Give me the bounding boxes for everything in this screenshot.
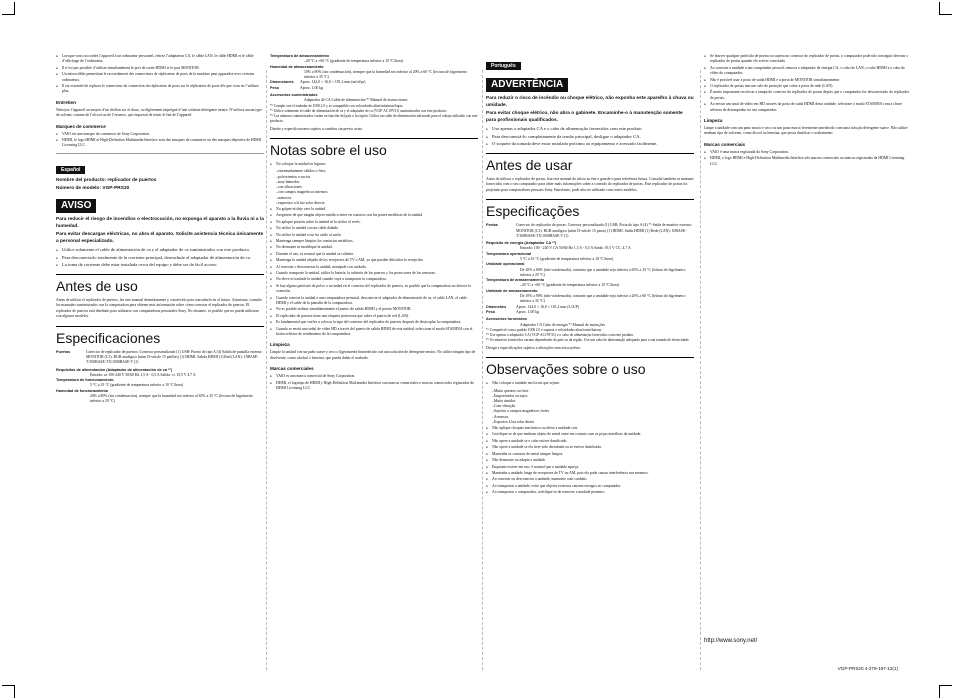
paragraph: Antes de utilizar o replicador de portas, leia este manual do início ao fim e guarde-o para referência futura. Consulte também os manuais fornecidos com o seu computador para obter mais informações sobre a conexão do replicador de portas. Este replicador de portas foi projetado para computadores pessoais Sony. Entretanto, pode não ser utilizado com certos modelos.: [486, 176, 694, 192]
list-item: ● Não opere a unidade se ela tiver sido derrubada ou se estiver danificada.: [486, 445, 694, 450]
trademarks-list: [704, 150, 912, 167]
list-item: – Muito úmidos: [492, 399, 694, 404]
list-item: ● VAIO é uma marca registrada da Sony Corporation.: [704, 150, 912, 155]
list-item: ● Il n’est pas possible d’utiliser simultanément le port de sortie HDMI et le port MONITOR.: [56, 66, 264, 71]
paragraph: Limpie la unidad con un paño suave y seco o ligeramente humedecido con una solución de detergente neutro. No utilice ningún tipo de disolvente, como alcohol o bencina, que pueda dañar el acabado.: [270, 350, 476, 360]
spec-key: Dimensões: [486, 304, 507, 309]
safety-list: [56, 247, 264, 268]
spec-value: Adaptador de CA Cable de alimentación *³ Manual de instrucciones: [304, 98, 408, 103]
spec-value: –20 °C a +60 °C (gradiente de temperatura inferior a 10 °C/hora): [520, 283, 619, 288]
usage-intro: [270, 162, 478, 167]
list-item: ● No coloque la unidad en lugares:: [270, 162, 478, 167]
list-item: – polvorientos o sucios: [276, 175, 478, 180]
list-item: ● Mantenha a unidade longe de receptores de TV ou AM, pois ela pode causar interferência nos mesmos.: [486, 471, 694, 476]
section-heading: Limpieza: [270, 342, 290, 348]
list-item: ● Al conectar o desconectar la unidad, manipule con cuidado.: [270, 265, 478, 270]
footnote: *³ Los números suministrados varían en función del país o la región. Utilice un cable de alimentación adecuado para el voltaje utilizado con este producto.: [270, 113, 478, 123]
list-item: – Muito quentes ou frios: [492, 389, 694, 394]
footnote: *¹ Compatível com o padrão USB 2.0 e suporta a velocidades altas/totais/baixas.: [486, 327, 602, 332]
list-item: ● O replicador de portas tem um selo de proteção que cobre a porta de rede (LAN).: [704, 84, 912, 89]
list-item: ● Não coloque a unidade em locais que sejam:: [486, 381, 694, 386]
list-item: – Arenosos: [492, 415, 694, 420]
spec-key: Portas: [486, 223, 498, 228]
paragraph: Design e especificações sujeitos a alterações sem aviso prévio.: [486, 345, 582, 350]
spec-key: Temperatura de funcionamiento: [56, 378, 114, 383]
list-item: ● Si hay alguna partícula de polvo o suciedad en el conector del replicador de puertos, es posible que la computadora no detecte la conexión.: [270, 284, 478, 295]
language-label: Español: [56, 166, 85, 174]
spec-value: Entrada: ca 100-240 V 50/60 Hz 1,5 A - 0,5 A Salida: cc 19,5 V 4,7 A: [90, 372, 196, 377]
spec-table: [486, 305, 694, 316]
list-item: ● HDMI, o logo HDMI e High-Definition Multimedia Interface são marcas comerciais ou marcas registradas da HDMI Licensing LLC.: [704, 156, 912, 167]
column-french-spanish: [56, 54, 264, 682]
crop-mark: [939, 2, 952, 15]
section-heading: Marcas comerciais: [704, 141, 746, 147]
list-item: ● No utilice la unidad con un cable dañado.: [270, 226, 478, 231]
list-item: ● Cuando se envía una señal de video HD a través del puerto de salida HDMI de esta unidad, seleccione el modo STAMINA con el botón selector de rendimiento de la computadora.: [270, 327, 478, 338]
list-item: ● Asegúrese de que ningún objeto metálico entre en contacto con las partes metálicas de la unidad.: [270, 213, 478, 218]
divider: [56, 153, 264, 154]
list-item: ● No aplique presión sobre la unidad ni la utilice al revés.: [270, 220, 478, 225]
section-title: Antes de usar: [486, 153, 694, 173]
list-item: ● El replicador de puertos tiene una etiqueta protectora que cubre el puerto de red (LAN).: [270, 314, 478, 319]
location-list: [270, 169, 478, 205]
crop-mark: [2, 685, 15, 698]
document-code: VGP-PRS20 4-279-187-12(1): [837, 666, 898, 671]
list-item: – muy húmedos: [276, 180, 478, 185]
spec-key: Temperatura operacional: [486, 251, 532, 256]
paragraph: Limpe a unidade com um pano macio e seco ou um pano macio levemente umedecido com uma solução detergente suave. Não utilize nenhum tipo de solvente, como álcool ou benzina, que possa danificar o acabamento.: [704, 126, 908, 136]
warning-label: AVISO: [56, 199, 96, 213]
spec-key: Dimensiones: [270, 80, 294, 85]
warning-label: ADVERTÊNCIA: [486, 78, 568, 92]
website-url: http://www.sony.net/: [704, 638, 758, 644]
warning-text: Para reduzir o risco de incêndio ou choque elétrico, não exponha este aparelho à chuva ou umidade.: [486, 96, 694, 108]
spec-value: Adaptador CA Cabo de energia *³ Manual de instruções: [520, 322, 605, 327]
list-item: ● VAIO es una marca comercial de Sony Corporation.: [270, 374, 478, 379]
spec-value: Aprox. 1,00 kg: [300, 85, 323, 90]
spec-key: Requisitos de alimentación (Adaptador de alimentación de ca *²): [56, 367, 173, 372]
spec-key: Umidade de armazenamento: [486, 288, 538, 293]
section-title: Notas sobre el uso: [270, 138, 478, 158]
list-item: ● No golpee ni deje caer la unidad.: [270, 207, 478, 212]
usage-intro: [486, 381, 694, 386]
location-list: [486, 389, 694, 425]
section-heading: Marques de commerce: [56, 123, 106, 129]
table-row: [486, 310, 694, 315]
spec-key: Umidade operacional: [486, 262, 525, 267]
spec-value: De 10% a 90% (não-condensada), contanto que a umidade seja inferior a 20% a 60 °C (leitura do higrômetro inferior a 35 °C): [520, 294, 686, 304]
list-item: ● HDMI, le logo HDMI et High-Definition Multimedia Interface sont des marques de commerce ou des marques déposées de HDMI Licensing LLC.: [56, 138, 264, 149]
table-row: [270, 86, 478, 91]
list-item: ● Mantenga la unidad alejada de los receptores de TV o AM, ya que pueden dificultar la recepción.: [270, 258, 478, 263]
spec-key: Humedad de almacenamiento: [270, 64, 324, 69]
list-item: – expuestos a la luz solar directa: [276, 201, 478, 206]
spec-table: [56, 350, 264, 366]
table-row: [486, 223, 694, 239]
list-item: – extremadamente cálidos o fríos: [276, 169, 478, 174]
list-item: – con vibraciones: [276, 185, 478, 190]
paragraph: Nettoyez l’appareil au moyen d’un chiffon sec et doux, ou légèrement imprégné d’une solution détergente neutre. N’utilisez aucun type de solvant, comme de l’alcool ou de l’essence, qui risquerait de ternir le fini de l’appareil.: [56, 107, 262, 118]
column-divider: [700, 70, 701, 670]
paragraph: Antes de utilizar el replicador de puertos, lea este manual detenidamente y consérvelo para consultarlo en el futuro. Asimismo, consulte los manuales suministrados con la computadora para obtener más información sobre cómo conectar el replicador de puertos. El replicador de puertos está diseñado para utilizarse con computadoras personales Sony. No obstante, es posible que no pueda utilizarse con algunos modelos.: [56, 298, 263, 319]
list-item: ● Es fundamental que vuelva a colocar la tapa del conector del replicador de puertos después de desacoplar la computadora.: [270, 320, 478, 325]
column-spanish-continued: [270, 54, 478, 682]
list-item: – con campos magnéticos intensos: [276, 190, 478, 195]
section-heading: Entretien: [56, 99, 76, 105]
spec-key: Accesorios suministrados: [270, 93, 318, 98]
section-title: Especificaciones: [56, 326, 264, 346]
spec-value: Aprox. 142,0 × 16,0 × 181,2 mm (an/al/pr): [300, 80, 366, 85]
spec-table: [270, 80, 478, 91]
column-divider: [266, 70, 267, 670]
list-item: ● No utilice la unidad si no ha caído al suelo.: [270, 233, 478, 238]
list-item: ● VAIO est une marque de commerce de Sony Corporation.: [56, 132, 264, 137]
trademarks-list: [270, 374, 478, 391]
list-item: ● Enquanto estiver em uso, é normal que a unidade aqueça.: [486, 465, 694, 470]
list-item: ● Não desmonte ou adapte a unidade.: [486, 458, 694, 463]
spec-key: Peso: [270, 85, 280, 90]
spec-value: –20 °C a +60 °C (gradiente de temperatura inferior a 10 °C/hora): [304, 59, 403, 64]
list-item: – Sujeitos a campos magnéticos fortes: [492, 409, 694, 414]
warning-text: Para evitar choque elétrico, não abra o gabinete. Encaminhe-o à manutenção somente para profissionais qualificados.: [486, 111, 683, 123]
spec-value: Aprox. 1,00 kg: [516, 309, 539, 314]
list-item: – Expostos à luz solar direta: [492, 420, 694, 425]
spec-key: Acessórios fornecidos: [486, 317, 527, 322]
list-item: – Com vibração: [492, 404, 694, 409]
spec-value: 20% a 80% (sin condensación), siempre que la humedad sea inferior al 65% a 35 °C (lectura de higrómetro inferior a 29 °C): [90, 394, 253, 404]
list-item: ● É muito importante recolocar a tampa do conector do replicador de portas depois que o computador for desconectado do replicador de portas.: [704, 90, 912, 101]
list-item: ● Use apenas o adaptador CA e o cabo de alimentação fornecidos com este produto.: [486, 126, 694, 132]
list-item: ● Não opere a unidade se o cabo estiver danificado.: [486, 439, 694, 444]
spec-table: [486, 223, 694, 239]
crop-mark: [2, 2, 15, 15]
spec-value: Conector do replicador de portas: Conector personalizado (1) USB: Porta do tipo A (4) *¹ Saída de monitor externo: MONITOR (C1): RGB analógico (mini D-sub de 15 pinos) (1) HDMI: Saída HDMI (1) Rede (LAN): 10BASE-T/100BASE-TX/1000BASE-T (1): [516, 223, 692, 238]
list-item: ● Ao conectar a unidade a um computador pessoal, remova o adaptador de energia CA, o cabo de LAN, o cabo HDMI e o cabo de vídeo do computador.: [704, 66, 912, 77]
trademarks-list: [56, 132, 264, 149]
list-item: ● Mantenha os contatos de metal sempre limpos.: [486, 452, 694, 457]
list-item: ● Certifique-se de que nenhum objeto de metal entre em contato com as peças metálicas da unidade.: [486, 432, 694, 437]
list-item: ● Ao transportar o computador, certifique-se de remover a unidade primeiro.: [486, 490, 694, 495]
column-portuguese: [486, 54, 694, 682]
column-portuguese-continued: [704, 54, 912, 682]
spec-key: Puertos: [56, 349, 71, 354]
paragraph: Diseño y especificaciones sujetos a cambios sin previo aviso.: [270, 126, 364, 131]
spec-value: 5 °C a 35 °C (gradiente de temperatura inferior a 10 °C/hora): [520, 256, 614, 261]
list-item: – arenosos: [276, 196, 478, 201]
list-item: ● Ao conectar ou desconectar a unidade, manuseie com cuidado.: [486, 477, 694, 482]
safety-list: [486, 126, 694, 147]
usage-notes-list: [486, 426, 694, 495]
footnote: *¹ Cumple con el estándar de USB 2.0 y es compatible con velocidades altas/máximas/bajas.: [270, 103, 404, 108]
list-item: ● Cuando transporte la unidad, utilice la batería, la cubierta de los puertos y los protectores de los sensores.: [270, 271, 478, 276]
list-item: ● Não é possível usar a porta de saída HDMI e a porta de MONITOR simultaneamente.: [704, 78, 912, 83]
list-item: ● Ao enviar um sinal de vídeo em HD através da porta de saída HDMI desta unidade, selecione o modo STAMINA com a chave seletora de desempenho no seu computador.: [704, 102, 912, 113]
spec-key: Temperatura de almacenamiento: [270, 54, 330, 58]
list-item: ● Para desconectá-lo completamente da tensão principal, desligue o adaptador CA.: [486, 134, 694, 140]
product-name: Nombre del producto: replicador de puertos: [56, 177, 157, 183]
language-label: Português: [486, 62, 521, 70]
list-item: ● No eleve ni traslade la unidad cuando vaya a transportar la computadora.: [270, 277, 478, 282]
footnote: *² Utilice solamente el cable de alimentación de ca y el adaptador de ca (VGP-AC19V31) suministrados con este producto.: [270, 108, 448, 113]
list-item: – Empoeirados ou sujos: [492, 394, 694, 399]
list-item: ● Se houver qualquer partícula de poeira ou sujeira no conector do replicador de portas, o computador pode não conseguir detectar o replicador de portas quando ele estiver conectado.: [704, 54, 912, 65]
list-item: ● Il est essentiel de replacer le connecteur du connecteur du réplicateur de ports sur le réplicateur de ports dès que vous ne l’utilisez plus.: [56, 84, 264, 95]
list-item: ● Mantenga siempre limpios los contactos metálicos.: [270, 239, 478, 244]
list-item: ● Para desconectarlo totalmente de la corriente principal, desenchufe el adaptador de alimentación de ca.: [56, 255, 264, 261]
warning-text: Para reducir el riesgo de incendios o electrocución, no exponga el aparato a la lluvia ni a la humedad.: [56, 217, 264, 229]
spec-value: Aprox. 142,0 × 16,0 × 181,2 mm (L/A/P): [516, 304, 580, 309]
usage-notes-list: [704, 54, 912, 113]
spec-value: 10% a 90% (sin condensación), siempre que la humedad sea inferior al 20% a 60 °C (lectura de higrómetro inferior a 35 °C): [304, 69, 467, 80]
list-item: ● O soquete da tomada deve estar instalado próximo ao equipamento e acessado facilmente.: [486, 141, 694, 147]
section-title: Antes de uso: [56, 274, 264, 294]
list-item: ● La toma de corriente debe estar instalada cerca del equipo y debe ser de fácil acceso.: [56, 262, 264, 268]
list-item: ● Não aplique choques mecânicos ou deixe a unidade cair.: [486, 426, 694, 431]
spec-key: Humedad de funcionamiento: [56, 388, 109, 393]
spec-key: Requisito de energia (Adaptador CA *²): [486, 241, 557, 246]
spec-value: Entrada: 100 - 240 V CA 50/60 Hz 1,5 A - 0,5 A Saída: 19,5 V CC, 4,7 A: [520, 246, 631, 251]
section-heading: Marcas comerciales: [270, 366, 314, 372]
section-title: Observações sobre o uso: [486, 357, 694, 377]
warning-text: Para evitar descargas eléctricas, no abra el aparato. Solicite asistencia técnica únicamente a personal especializado.: [56, 232, 264, 244]
footnote: *³ Os números fornecidos variam dependendo do país ou da região. Use um cabo de alimentação adequado para a sua tomada de eletricidade.: [486, 337, 690, 342]
spec-value: 5 °C a 35 °C (gradiente de temperatura inferior a 10 °C/hora): [90, 383, 184, 388]
list-item: ● HDMI, el logotipo de HDMI y High-Definition Multimedia Interface son marcas comerciales o marcas comerciales registradas de HDMI Licensing LLC.: [270, 381, 478, 392]
spec-key: Peso: [486, 309, 496, 314]
list-item: ● Ao transportar a unidade, evite que objetos externos causem estragos ao computador.: [486, 484, 694, 489]
section-heading: Limpeza: [704, 118, 723, 124]
list-item: ● No es posible utilizar simultáneamente el puerto de salida HDMI y el puerto MONITOR.: [270, 307, 478, 312]
list-item: ● Utilice solamente el cable de alimentación de ca y el adaptador de ca suministrados con este producto.: [56, 247, 264, 253]
list-item: ● Cuando conecte la unidad a una computadora personal, desconecte el adaptador de alimentación de ca, el cable LAN, el cable HDMI y el cable de la pantalla de la computadora.: [270, 296, 478, 307]
french-notes-list: [56, 54, 264, 95]
section-title: Especificações: [486, 199, 694, 219]
spec-key: Temperatura de armazenamento: [486, 278, 545, 283]
usage-notes-list: [270, 207, 478, 338]
list-item: ● Durante el uso, es normal que la unidad se caliente.: [270, 252, 478, 257]
spec-value: De 20% a 80% (não-condensada), contanto que a umidade seja inferior a 65% a 35 °C (leitura do higrômetro inferior a 29 °C): [520, 267, 686, 277]
table-row: [56, 350, 264, 366]
spec-value: Conector de replicador de puertos: Conector personalizado (1) USB: Puerto de tipo A (4) Salida de pantalla externa: MONITOR (C1): RGB analógico (mini D-sub de 15 patillas) (1) HDMI: Salida HDMI (1) Red (LAN): 10BASE-T/100BASE-TX/1000BASE-T (1): [86, 349, 263, 365]
model-number: Número de modelo: VGP-PRS20: [56, 186, 130, 192]
crop-mark: [939, 685, 952, 698]
list-item: ● Lorsque vous raccordez l’appareil à un ordinateur personnel, retirez l’adaptateur CA, le câble LAN, le câble HDMI et le câble d’affichage de l’ordinateur.: [56, 54, 264, 65]
column-divider: [482, 70, 483, 670]
footnote: *² Use apenas o adaptador CA (VGP-AC19V31) e o cabo de alimentação fornecidos com este produto.: [486, 332, 634, 337]
list-item: ● No desmonte ni modifique la unidad.: [270, 245, 478, 250]
list-item: ● Un microcâblet permettant le raccordement des connecteurs de réplicateur de ports de la machine peut apparaître avec certains ordinateurs.: [56, 72, 264, 83]
